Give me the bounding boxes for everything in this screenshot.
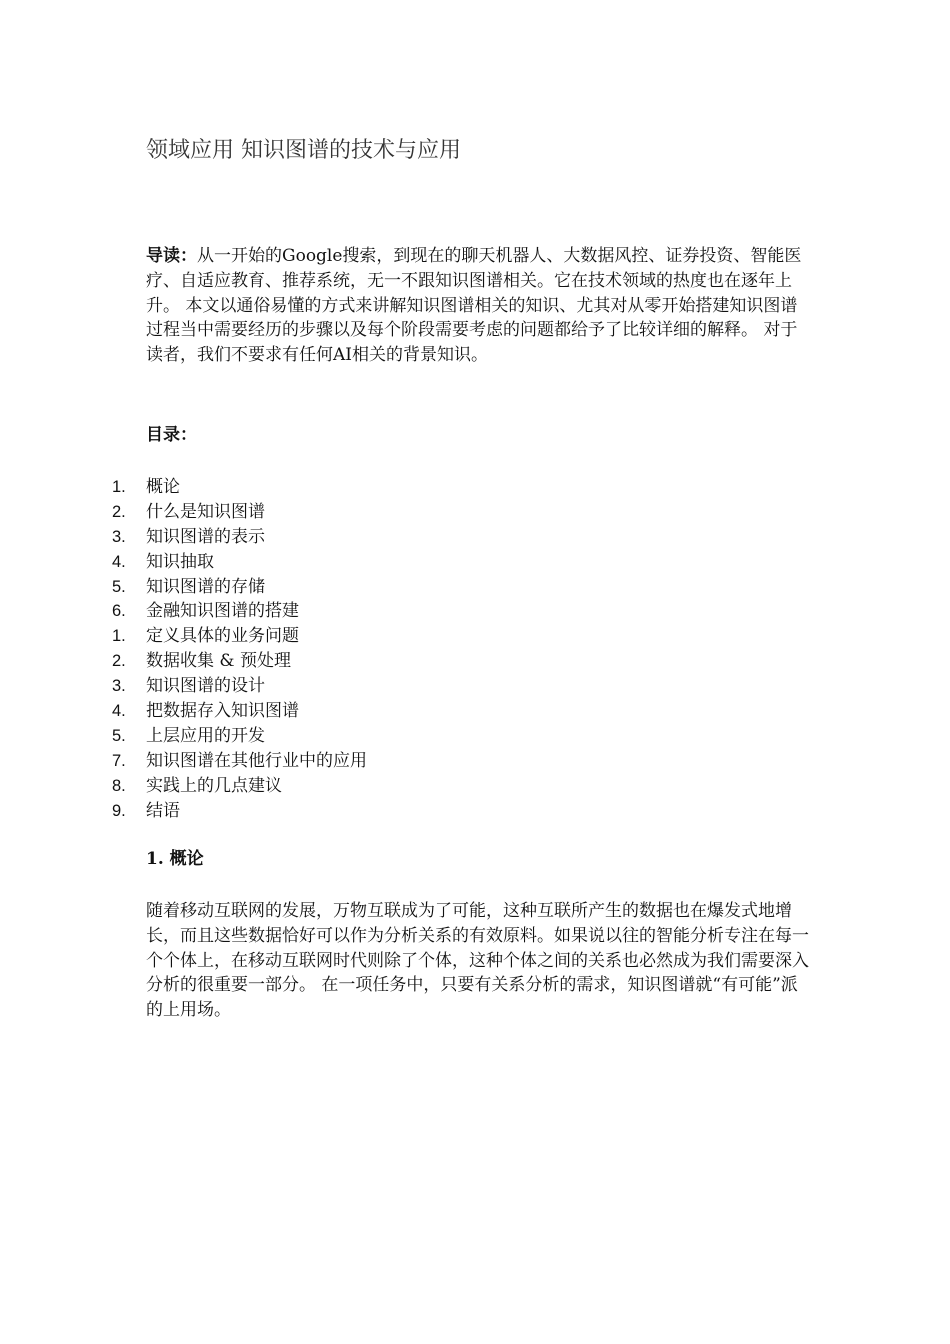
toc-item-label: 知识图谱在其他行业中的应用: [146, 750, 367, 771]
toc-item-number: 5.: [112, 577, 126, 596]
toc-item-label: 金融知识图谱的搭建: [146, 601, 299, 622]
toc-item-number: 4.: [112, 552, 126, 571]
toc-item-number: 1.: [112, 478, 126, 496]
toc-item: [0, 799, 600, 824]
toc-item-number: 7.: [112, 751, 126, 770]
toc-item-label: 把数据存入知识图谱: [146, 701, 299, 722]
toc-item-label: 结语: [146, 800, 180, 821]
toc-item-number: 8.: [112, 776, 126, 795]
toc-item: [0, 599, 600, 624]
toc-item: [0, 724, 600, 749]
toc-item-number: 9.: [112, 801, 126, 820]
toc-item-label: 知识图谱的表示: [146, 526, 265, 547]
section-heading: 1. 概论: [146, 849, 204, 869]
toc-item-number: 6.: [112, 602, 126, 621]
toc-item-label: 知识图谱的存储: [146, 576, 265, 597]
toc-item-label: 上层应用的开发: [146, 725, 265, 746]
toc-item-number: 2.: [112, 502, 126, 521]
toc-item-number: 4.: [112, 702, 126, 721]
toc-item-number: 1.: [112, 627, 126, 646]
section-paragraph: 随着移动互联网的发展，万物互联成为了可能，这种互联所产生的数据也在爆发式地增长，而且这些数据恰好可以作为分析关系的有效原料。如果说以往的智能分析专注在每一个个体上，在移动互联网时代则除了个体，这种个体之间的关系也必然成为我们需要深入分析的很重要一部分。 在一项任务中，只要有关系分析的需求，知识图谱就“有可能”派的上用场。: [146, 901, 809, 1021]
toc-item-label: 定义具体的业务问题: [146, 626, 299, 647]
toc-item-number: 3.: [112, 527, 126, 546]
intro-text: 从一开始的Google搜索，到现在的聊天机器人、大数据风控、证券投资、智能医疗、自适应教育、推荐系统，无一不跟知识图谱相关。它在技术领域的热度也在逐年上升。 本文以通俗易懂的方式来讲解知识图谱相关的知识、尤其对从零开始搭建知识图谱过程当中需要经历的步骤以及每个阶段需要考虑的问题都给予了比较详细的解释。 对于读者，我们不要求有任何AI相关的背景知识。: [146, 246, 802, 366]
toc-item-label: 知识抽取: [146, 551, 214, 572]
toc-item: [0, 550, 600, 575]
toc-item: [0, 699, 600, 724]
toc-item-label: 实践上的几点建议: [146, 775, 282, 796]
toc-item-label: 概论: [146, 477, 180, 497]
toc-item: [0, 649, 600, 674]
toc-item-number: 2.: [112, 652, 126, 671]
toc-heading: 目录：: [146, 425, 197, 445]
toc-item-label: 数据收集 & 预处理: [146, 651, 291, 672]
toc-item-label: 什么是知识图谱: [146, 501, 265, 522]
toc-item-number: 3.: [112, 677, 126, 696]
toc-item: [0, 674, 600, 699]
toc-item: [0, 774, 600, 799]
intro-lead-label: 导读：: [146, 246, 197, 266]
toc-item: [0, 525, 600, 550]
toc-item: [0, 749, 600, 774]
document-title: 领域应用 知识图谱的技术与应用: [146, 138, 461, 163]
toc-item-label: 知识图谱的设计: [146, 676, 265, 697]
toc-item: [0, 475, 600, 500]
intro-paragraph: [146, 244, 806, 368]
toc-item-number: 5.: [112, 726, 126, 745]
table-of-contents: [0, 475, 600, 823]
toc-item: [0, 500, 600, 525]
toc-item: [0, 624, 600, 649]
toc-item: [0, 575, 600, 600]
